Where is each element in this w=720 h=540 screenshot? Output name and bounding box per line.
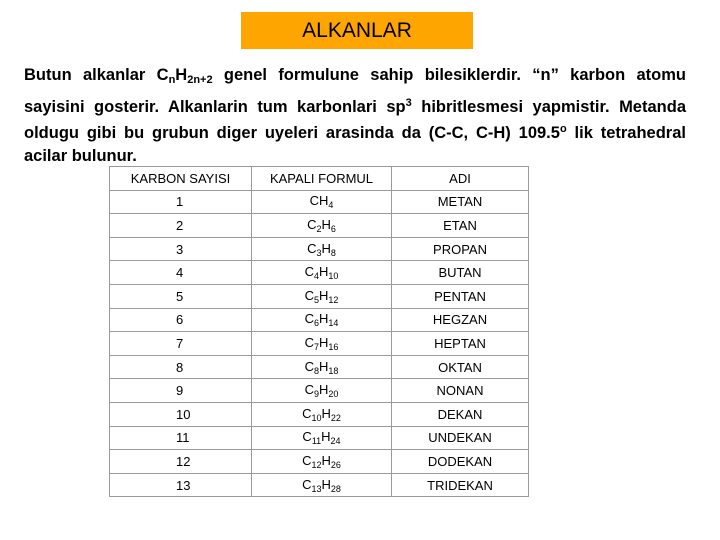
formula-element: H xyxy=(321,405,331,421)
table-row xyxy=(110,190,529,214)
table-row xyxy=(110,473,529,497)
table-row xyxy=(110,355,529,379)
alkane-name-cell: BUTAN xyxy=(392,261,529,285)
formula-subscript: 4 xyxy=(328,200,334,211)
formula-cell xyxy=(252,214,392,238)
formula-subscript: 8 xyxy=(313,365,319,376)
table-row xyxy=(110,426,529,450)
formula-subscript: 11 xyxy=(311,436,322,447)
formula-element: H xyxy=(319,334,329,350)
table-row xyxy=(110,450,529,474)
formula-subscript: 5 xyxy=(313,294,319,305)
formula-subscript: 16 xyxy=(328,341,339,352)
formula-cell xyxy=(252,473,392,497)
table-row xyxy=(110,379,529,403)
alkane-name-cell: TRIDEKAN xyxy=(392,473,529,497)
intro-text-3: genel formulune sahip bilesiklerdir. “n” karbon atomu sayisini gosterir. Alkanlarin tum karbonlari sp xyxy=(24,66,686,116)
table-row xyxy=(110,402,529,426)
formula-element: C xyxy=(302,452,312,468)
formula-subscript: 2 xyxy=(316,223,322,234)
formula-subscript: 6 xyxy=(313,318,319,329)
formula-subscript: 12 xyxy=(311,459,322,470)
alkane-name-cell: PROPAN xyxy=(392,237,529,261)
formula-subscript: 28 xyxy=(330,483,341,494)
carbon-count-cell: 2 xyxy=(110,214,252,238)
formula-element: C xyxy=(304,334,314,350)
formula-element: C xyxy=(304,358,314,374)
formula-cell xyxy=(252,237,392,261)
formula-element: C xyxy=(302,405,312,421)
alkane-name-cell: ETAN xyxy=(392,214,529,238)
formula-subscript: 9 xyxy=(313,389,319,400)
formula-subscript: 20 xyxy=(328,389,339,400)
carbon-count-cell: 10 xyxy=(110,402,252,426)
alkane-name-cell: UNDEKAN xyxy=(392,426,529,450)
formula-element: C xyxy=(302,476,312,492)
alkane-name-cell: OKTAN xyxy=(392,355,529,379)
formula-cell xyxy=(252,450,392,474)
intro-sup-3: 3 xyxy=(405,96,412,109)
carbon-count-cell: 1 xyxy=(110,190,252,214)
slide-title-text: ALKANLAR xyxy=(302,18,412,42)
table-row xyxy=(110,214,529,238)
formula-subscript: 22 xyxy=(330,412,341,423)
formula-subscript: 18 xyxy=(328,365,339,376)
formula-element: C xyxy=(304,264,314,280)
intro-text-2: H xyxy=(175,66,188,84)
formula-element: C xyxy=(304,311,314,327)
intro-paragraph xyxy=(24,64,686,167)
formula-subscript: 12 xyxy=(328,294,339,305)
formula-element: H xyxy=(321,429,331,445)
formula-subscript: 14 xyxy=(328,318,339,329)
formula-element: C xyxy=(307,216,317,232)
formula-element: C xyxy=(307,240,317,256)
formula-element: C xyxy=(304,382,314,398)
alkane-name-cell: HEPTAN xyxy=(392,332,529,356)
formula-subscript: 26 xyxy=(330,459,341,470)
carbon-count-cell: 4 xyxy=(110,261,252,285)
formula-element: H xyxy=(321,240,331,256)
carbon-count-cell: 5 xyxy=(110,284,252,308)
formula-cell xyxy=(252,308,392,332)
formula-element: H xyxy=(321,216,331,232)
intro-sup-degree: o xyxy=(559,123,567,135)
formula-subscript: 6 xyxy=(330,223,336,234)
formula-element: C xyxy=(302,429,312,445)
carbon-count-cell: 8 xyxy=(110,355,252,379)
formula-cell xyxy=(252,355,392,379)
carbon-count-cell: 3 xyxy=(110,237,252,261)
alkane-table xyxy=(109,166,529,497)
formula-element: H xyxy=(319,382,329,398)
intro-text-1: Butun alkanlar C xyxy=(24,66,169,84)
alkane-name-cell: HEGZAN xyxy=(392,308,529,332)
formula-cell xyxy=(252,284,392,308)
table-row xyxy=(110,332,529,356)
carbon-count-cell: 7 xyxy=(110,332,252,356)
carbon-count-cell: 12 xyxy=(110,450,252,474)
alkane-name-cell: DODEKAN xyxy=(392,450,529,474)
intro-sub-n: n xyxy=(168,74,176,86)
formula-element: H xyxy=(319,358,329,374)
table-row xyxy=(110,261,529,285)
formula-subscript: 10 xyxy=(328,271,339,282)
formula-element: C xyxy=(304,287,314,303)
alkane-name-cell: NONAN xyxy=(392,379,529,403)
slide-title xyxy=(241,12,473,49)
header-name: ADI xyxy=(392,167,529,191)
table-row xyxy=(110,284,529,308)
table-row xyxy=(110,308,529,332)
carbon-count-cell: 11 xyxy=(110,426,252,450)
carbon-count-cell: 6 xyxy=(110,308,252,332)
formula-cell xyxy=(252,402,392,426)
formula-element: CH xyxy=(309,193,329,209)
formula-cell xyxy=(252,426,392,450)
formula-subscript: 13 xyxy=(311,483,322,494)
formula-subscript: 4 xyxy=(313,271,319,282)
formula-subscript: 8 xyxy=(330,247,336,258)
header-formula: KAPALI FORMUL xyxy=(252,167,392,191)
formula-cell xyxy=(252,190,392,214)
formula-cell xyxy=(252,379,392,403)
formula-subscript: 24 xyxy=(330,436,341,447)
header-carbon-count: KARBON SAYISI xyxy=(110,167,252,191)
formula-cell xyxy=(252,261,392,285)
formula-subscript: 10 xyxy=(311,412,322,423)
carbon-count-cell: 9 xyxy=(110,379,252,403)
formula-element: H xyxy=(321,476,331,492)
formula-element: H xyxy=(319,311,329,327)
formula-element: H xyxy=(319,264,329,280)
formula-subscript: 3 xyxy=(316,247,322,258)
formula-element: H xyxy=(319,287,329,303)
formula-subscript: 7 xyxy=(313,341,319,352)
intro-sub-2n2: 2n+2 xyxy=(187,74,213,86)
table-row xyxy=(110,237,529,261)
intro-text-4: hibritlesmesi yapmistir. Metanda oldugu gibi bu grubun diger uyeleri arasinda da (C-C, C-H) 109.5 xyxy=(24,97,686,142)
alkane-name-cell: METAN xyxy=(392,190,529,214)
alkane-name-cell: PENTAN xyxy=(392,284,529,308)
formula-element: H xyxy=(321,452,331,468)
carbon-count-cell: 13 xyxy=(110,473,252,497)
table-header-row xyxy=(110,167,529,191)
alkane-name-cell: DEKAN xyxy=(392,402,529,426)
formula-cell xyxy=(252,332,392,356)
intro-text-5: lik tetrahedral acilar bulunur. xyxy=(24,124,686,165)
